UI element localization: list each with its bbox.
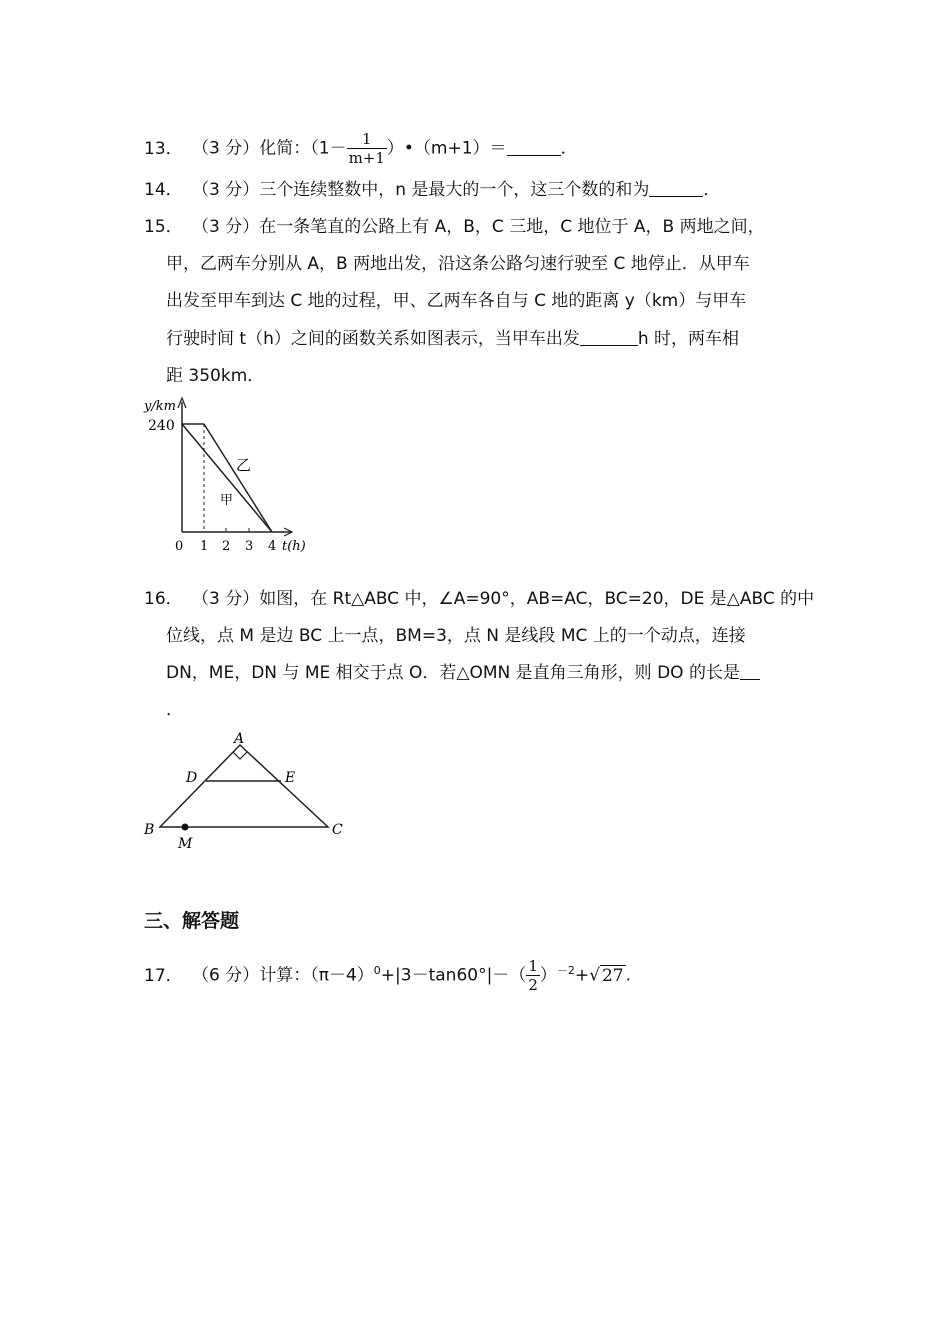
y-axis-label: y/km bbox=[144, 399, 176, 414]
question-16-line-2: 位线，点 M 是边 BC 上一点，BM=3，点 N 是线段 MC 上的一个动点，连接 bbox=[166, 626, 746, 646]
point-label-e: E bbox=[285, 770, 296, 786]
question-15-line-1 bbox=[144, 217, 765, 237]
period: . bbox=[625, 965, 631, 986]
question-13 bbox=[144, 130, 578, 167]
expr-part: +|3－tan60°|－（ bbox=[380, 965, 527, 986]
question-15-line-2: 甲，乙两车分别从 A，B 两地出发，沿这条公路匀速行驶至 C 地停止．从甲车 bbox=[166, 254, 750, 274]
fraction bbox=[526, 957, 540, 994]
question-15-line-5: 距 350km． bbox=[166, 366, 265, 386]
function-graph bbox=[140, 394, 320, 560]
tick-label: 0 bbox=[175, 539, 184, 554]
triangle-figure bbox=[140, 728, 350, 856]
answer-blank bbox=[507, 139, 561, 156]
question-number: 16． bbox=[144, 589, 183, 609]
expr-open: （1－ bbox=[310, 138, 347, 159]
question-number: 13． bbox=[144, 138, 183, 159]
question-number: 15． bbox=[144, 217, 183, 237]
question-number: 14． bbox=[144, 180, 183, 200]
question-number: 17． bbox=[144, 965, 183, 986]
score: （3 分） bbox=[192, 217, 260, 237]
question-14 bbox=[144, 180, 720, 200]
square-root: √ 27 bbox=[589, 965, 624, 986]
point-label-d: D bbox=[186, 770, 198, 786]
exponent: 0 bbox=[373, 963, 381, 977]
question-15-line-4 bbox=[166, 329, 739, 349]
vertex-label-b: B bbox=[144, 822, 155, 838]
score: （6 分） bbox=[192, 965, 260, 986]
question-17 bbox=[144, 957, 631, 994]
vertex-label-a: A bbox=[234, 731, 245, 747]
denominator: m+1 bbox=[348, 149, 385, 167]
x-axis-label: t(h) bbox=[282, 539, 306, 554]
question-text: 三个连续整数中，n 是最大的一个，这三个数的和为 bbox=[259, 180, 650, 200]
fraction bbox=[347, 130, 387, 167]
y-value-label: 240 bbox=[148, 418, 175, 434]
question-15-line-3: 出发至甲车到达 C 地的过程，甲、乙两车各自与 C 地的距离 y（km）与甲车 bbox=[166, 291, 747, 311]
expr-part: ） bbox=[539, 965, 557, 986]
numerator: 1 bbox=[347, 130, 387, 149]
period: ． bbox=[703, 180, 721, 200]
tick-label: 4 bbox=[268, 539, 277, 554]
score: （3 分） bbox=[192, 138, 260, 159]
point-label-m: M bbox=[178, 836, 193, 852]
question-text: h 时，两车相 bbox=[637, 329, 740, 349]
radicand: 27 bbox=[601, 965, 624, 986]
exponent: －2 bbox=[556, 963, 575, 977]
expr-mid: ）•（m+1）＝ bbox=[386, 138, 507, 159]
series-label-jia: 甲 bbox=[220, 493, 234, 508]
answer-blank bbox=[580, 329, 638, 346]
period: ． bbox=[560, 138, 578, 159]
tick-label: 2 bbox=[222, 539, 231, 554]
question-16-line-3 bbox=[166, 663, 760, 683]
vertex-label-c: C bbox=[332, 822, 343, 838]
question-text: 如图，在 Rt△ABC 中，∠A=90°，AB=AC，BC=20，DE 是△ABC 的中 bbox=[259, 589, 815, 609]
question-text: 行驶时间 t（h）之间的函数关系如图表示，当甲车出发 bbox=[166, 329, 580, 349]
tick-label: 3 bbox=[245, 539, 254, 554]
section-heading: 三、解答题 bbox=[144, 910, 240, 932]
question-text: 在一条笔直的公路上有 A，B，C 三地，C 地位于 A，B 两地之间， bbox=[259, 217, 765, 237]
answer-blank bbox=[740, 663, 760, 680]
numerator: 1 bbox=[528, 957, 538, 975]
tick-label: 1 bbox=[200, 539, 209, 554]
expr-part: （π－4） bbox=[310, 965, 374, 986]
denominator: 2 bbox=[528, 976, 538, 994]
question-text: DN，ME，DN 与 ME 相交于点 O．若△OMN 是直角三角形，则 DO 的长是 bbox=[166, 663, 740, 683]
expr-part: + bbox=[574, 965, 590, 986]
score: （3 分） bbox=[192, 589, 260, 609]
question-16-line-1 bbox=[144, 589, 814, 609]
question-16-line-4: ． bbox=[166, 700, 183, 720]
answer-blank bbox=[649, 180, 703, 197]
prompt: 计算： bbox=[259, 965, 311, 986]
score: （3 分） bbox=[192, 180, 260, 200]
series-label-yi: 乙 bbox=[236, 456, 252, 474]
prompt: 化简： bbox=[259, 138, 311, 159]
